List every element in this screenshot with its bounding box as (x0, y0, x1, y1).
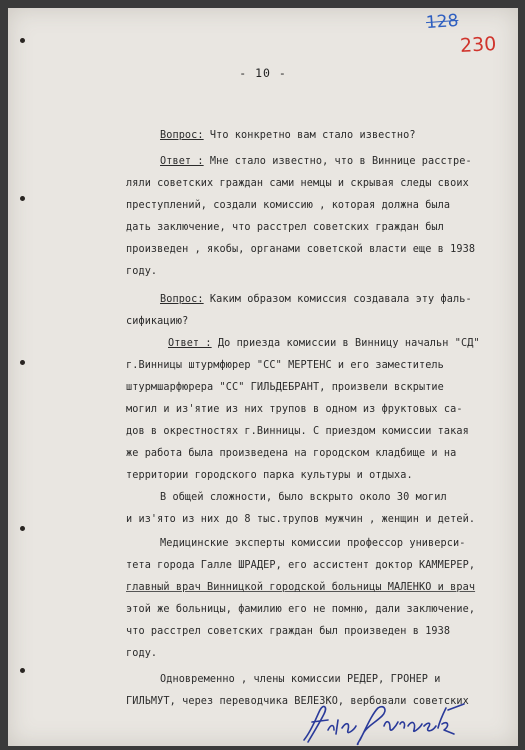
answer-line (160, 156, 472, 167)
text-line: Одновременно , члены комиссии РЕДЕР, ГРОНЕР и (160, 674, 441, 685)
document-page (8, 8, 518, 746)
page-number: - 10 - (239, 66, 287, 80)
text-line: тета города Галле ШРАДЕР, его ассистент доктор КАММЕРЕР, (126, 560, 476, 571)
text-line: дов в окрестностях г.Винницы. С приездом комиссии такая (126, 426, 469, 437)
text-line: До приезда комиссии в Винницу начальн "СД" (211, 338, 480, 349)
text-line: Медицинские эксперты комиссии профессор универси- (160, 538, 466, 549)
text-line: территории городского парка культуры и отдыха. (126, 470, 413, 481)
text-line: этой же больницы, фамилию его не помню, дали заключение, (126, 604, 476, 615)
text-line: дать заключение, что расстрел советских граждан был (126, 222, 444, 233)
archive-number: 230 (459, 33, 497, 57)
document-body (8, 8, 518, 746)
question-line (160, 130, 416, 141)
archive-number-crossed: 128 (425, 10, 460, 34)
text-line: Мне стало известно, что в Виннице расстре- (203, 156, 472, 167)
text-line: году. (126, 648, 158, 659)
text-line: штурмшарфюрера "СС" ГИЛЬДЕБРАНТ, произвели вскрытие (126, 382, 444, 393)
text-line: Каким образом комиссия создавала эту фаль- (203, 294, 472, 305)
text-line: могил и из'ятие из них трупов в одном из фруктовых са- (126, 404, 463, 415)
text-line: году. (126, 266, 158, 277)
text-line: г.Винницы штурмфюрер "СС" МЕРТЕНС и его заместитель (126, 360, 444, 371)
text-line: главный врач Винницкой городской больницы МАЛЕНКО и врач (126, 582, 476, 593)
text-line: и из'ято из них до 8 тыс.трупов мужчин , женщин и детей. (126, 514, 476, 525)
handwritten-signature (298, 700, 488, 746)
question-line (160, 294, 472, 305)
answer-label: Ответ : (160, 156, 204, 167)
question-label: Вопрос: (160, 130, 204, 141)
text-line: В общей сложности, было вскрыто около 30 могил (160, 492, 447, 503)
text-line: же работа была произведена на городском кладбище и на (126, 448, 457, 459)
question-label: Вопрос: (160, 294, 204, 305)
answer-line (168, 338, 480, 349)
text-line: ГИЛЬМУТ, через переводчика ВЕЛЕЗКО, вербовали советских (126, 696, 469, 707)
text-line: ляли советских граждан сами немцы и скрывая следы своих (126, 178, 469, 189)
text-line: что расстрел советских граждан был произведен в 1938 (126, 626, 451, 637)
text-line: преступлений, создали комиссию , которая должна была (126, 200, 451, 211)
answer-label: Ответ : (168, 338, 212, 349)
text-line: произведен , якобы, органами советской власти еще в 1938 (126, 244, 476, 255)
text-line: Что конкретно вам стало известно? (203, 130, 416, 141)
text-line: сификацию? (126, 316, 189, 327)
